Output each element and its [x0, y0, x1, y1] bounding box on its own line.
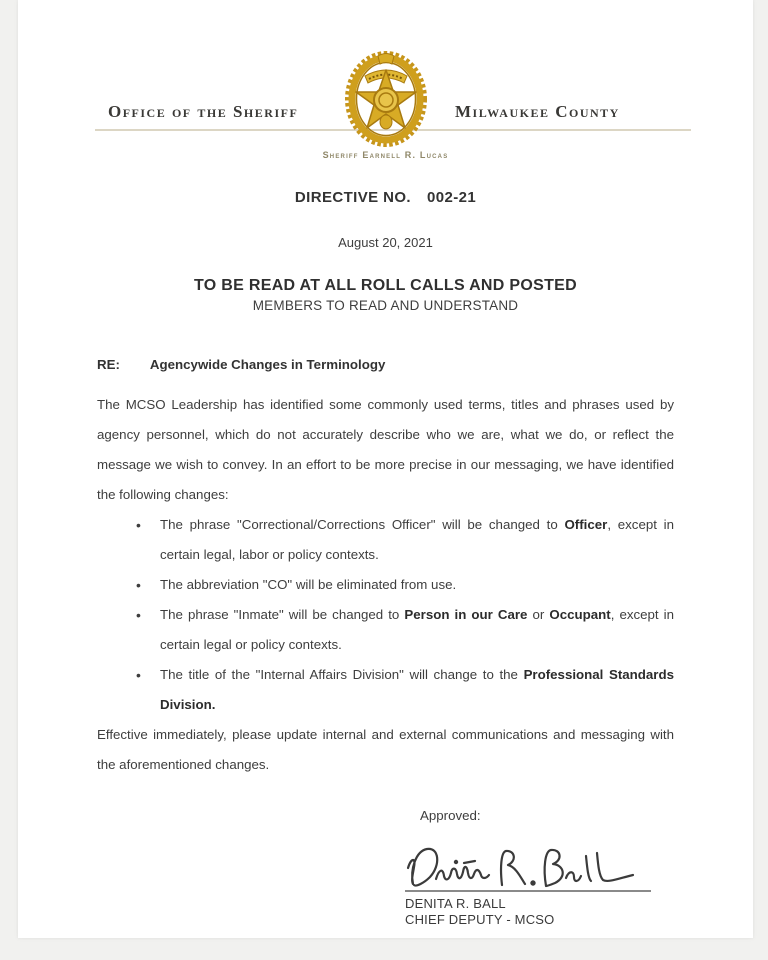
list-item: [160, 660, 674, 720]
letterhead-right-title: Milwaukee County: [455, 102, 620, 121]
directive-number-value: 002-21: [426, 189, 477, 206]
rollcall-notice-line2: MEMBERS TO READ AND UNDERSTAND: [252, 298, 519, 313]
bullet-segment: The title of the "Internal Affairs Division" will change to the: [160, 667, 524, 682]
list-item: [160, 570, 674, 600]
bullet-segment: or: [527, 607, 550, 622]
handwritten-signature: [405, 838, 645, 896]
printed-title: CHIEF DEPUTY - MCSO: [405, 912, 555, 927]
list-item: [160, 600, 674, 660]
document-page: [18, 0, 753, 938]
rollcall-notice-line1: TO BE READ AT ALL ROLL CALLS AND POSTED: [194, 277, 577, 294]
signature-line: [405, 890, 651, 892]
bullet-segment-bold: Officer: [564, 517, 608, 532]
letterhead-left-title: Office of the Sheriff: [108, 102, 299, 121]
intro-paragraph: The MCSO Leadership has identified some commonly used terms, titles and phrases used by agency personnel, which do not accurately describe who we are, what we do, or reflect the message we wish to convey. In an effort to be more precise in our messaging, we have identified the following changes:: [97, 397, 674, 502]
bullet-segment-bold: Person in our Care: [404, 607, 528, 622]
re-label: RE:: [97, 357, 120, 372]
bullet-segment: The abbreviation "CO" will be eliminated from use.: [160, 577, 457, 592]
re-subject-line: [97, 350, 674, 380]
letterhead: [18, 0, 753, 175]
terminology-changes-list: [97, 510, 674, 720]
directive-number-label: DIRECTIVE NO.: [294, 189, 411, 206]
directive-date: August 20, 2021: [338, 235, 433, 250]
list-item: [160, 510, 674, 570]
closing-paragraph: Effective immediately, please update internal and external communications and messaging with the aforementioned changes.: [97, 727, 674, 772]
memo-body: [97, 350, 674, 928]
approved-label: Approved:: [420, 808, 481, 823]
sheriff-name-caption: Sheriff Earnell R. Lucas: [322, 150, 449, 160]
directive-number-line: [18, 189, 753, 206]
printed-name: DENITA R. BALL: [405, 896, 506, 911]
signature-block: [405, 806, 651, 928]
bullet-segment-bold: Professional Standards Division.: [160, 667, 674, 712]
sheriff-star-badge-icon: [335, 50, 437, 148]
bullet-segment: , except in certain legal or policy contexts.: [160, 607, 675, 652]
bullet-segment: The phrase "Correctional/Corrections Officer" will be changed to: [160, 517, 565, 532]
bullet-segment: , except in certain legal, labor or policy contexts.: [160, 517, 674, 562]
bullet-segment: The phrase "Inmate" will be changed to: [160, 607, 405, 622]
re-subject: Agencywide Changes in Terminology: [149, 357, 386, 372]
bullet-segment-bold: Occupant: [549, 607, 611, 622]
